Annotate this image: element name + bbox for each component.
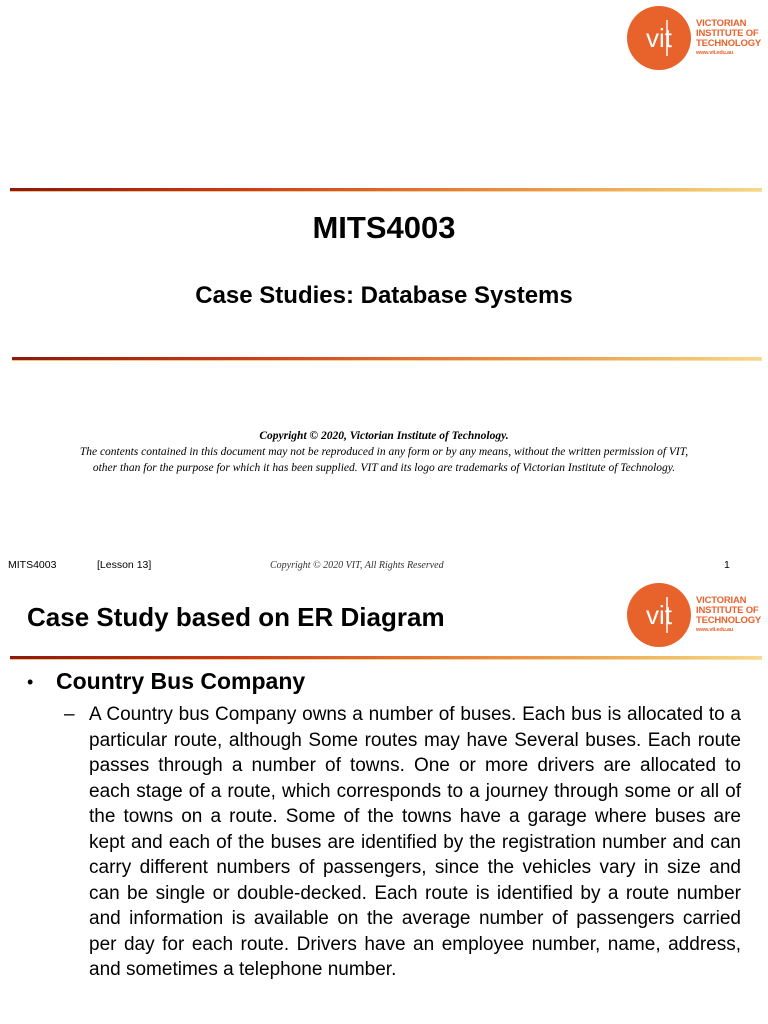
logo-url: www.vit.edu.au bbox=[696, 627, 734, 633]
vit-logo-text bbox=[696, 19, 761, 57]
bullet-marker: • bbox=[27, 672, 34, 692]
vit-logo-mark-icon bbox=[627, 583, 691, 647]
top-divider bbox=[10, 188, 762, 191]
bullet-item bbox=[27, 668, 305, 696]
case-study-paragraph: A Country bus Company owns a number of buses. Each bus is allocated to a particular route, although Some routes may have Several buses. Each route passes through a number of towns. One or more drivers are allocated to each stage of a route, which corresponds to a journey through some or all of the towns on a route. Some of the towns have a garage where buses are kept and each of the buses are identified by the registration number and can carry different numbers of passengers, since the vehicles vary in size and can be single or double-decked. Each route is identified by a route number and information is available on the average number of passengers carried per day for each route. Drivers have an employee number, name, address, and sometimes a telephone number. bbox=[89, 704, 741, 980]
logo-line-2: INSTITUTE OF bbox=[696, 605, 759, 616]
vit-logo bbox=[627, 583, 761, 647]
footer-page-number: 1 bbox=[724, 559, 730, 571]
bullet-heading: Country Bus Company bbox=[56, 668, 306, 694]
copyright-line-3: other than for the purpose for which it has been supplied. VIT and its logo are trademarks of Victorian Institute of Technology. bbox=[92, 462, 676, 474]
logo-line-1: VICTORIAN bbox=[696, 595, 747, 606]
logo-line-3: TECHNOLOGY bbox=[696, 38, 762, 49]
vit-logo bbox=[627, 6, 761, 70]
footer-lesson: [Lesson 13] bbox=[97, 559, 152, 571]
svg-text:vit: vit bbox=[646, 23, 672, 53]
copyright-notice bbox=[20, 428, 748, 476]
course-subtitle: Case Studies: Database Systems bbox=[195, 282, 573, 309]
sub-bullet-dash: – bbox=[64, 704, 75, 725]
title-divider bbox=[10, 656, 762, 659]
footer-course-code: MITS4003 bbox=[8, 559, 57, 571]
copyright-line-1: Copyright © 2020, Victorian Institute of Technology. bbox=[259, 430, 509, 442]
logo-url: www.vit.edu.au bbox=[696, 50, 734, 56]
course-code-heading: MITS4003 bbox=[312, 210, 456, 245]
copyright-line-2: The contents contained in this document may not be reproduced in any form or by any means, without the written permission of VIT, bbox=[79, 446, 689, 458]
logo-line-3: TECHNOLOGY bbox=[696, 615, 762, 626]
svg-text:vit: vit bbox=[646, 600, 672, 630]
slide-title: Case Study based on ER Diagram bbox=[27, 602, 445, 632]
logo-line-2: INSTITUTE OF bbox=[696, 28, 759, 39]
vit-logo-mark-icon bbox=[627, 6, 691, 70]
vit-logo-text bbox=[696, 596, 761, 634]
slide-footer bbox=[0, 559, 768, 575]
case-study-slide bbox=[0, 580, 768, 1024]
sub-bullet-item bbox=[64, 702, 742, 983]
footer-copyright: Copyright © 2020 VIT, All Rights Reserved bbox=[270, 560, 444, 571]
logo-line-1: VICTORIAN bbox=[696, 18, 747, 29]
bottom-divider bbox=[12, 357, 762, 360]
